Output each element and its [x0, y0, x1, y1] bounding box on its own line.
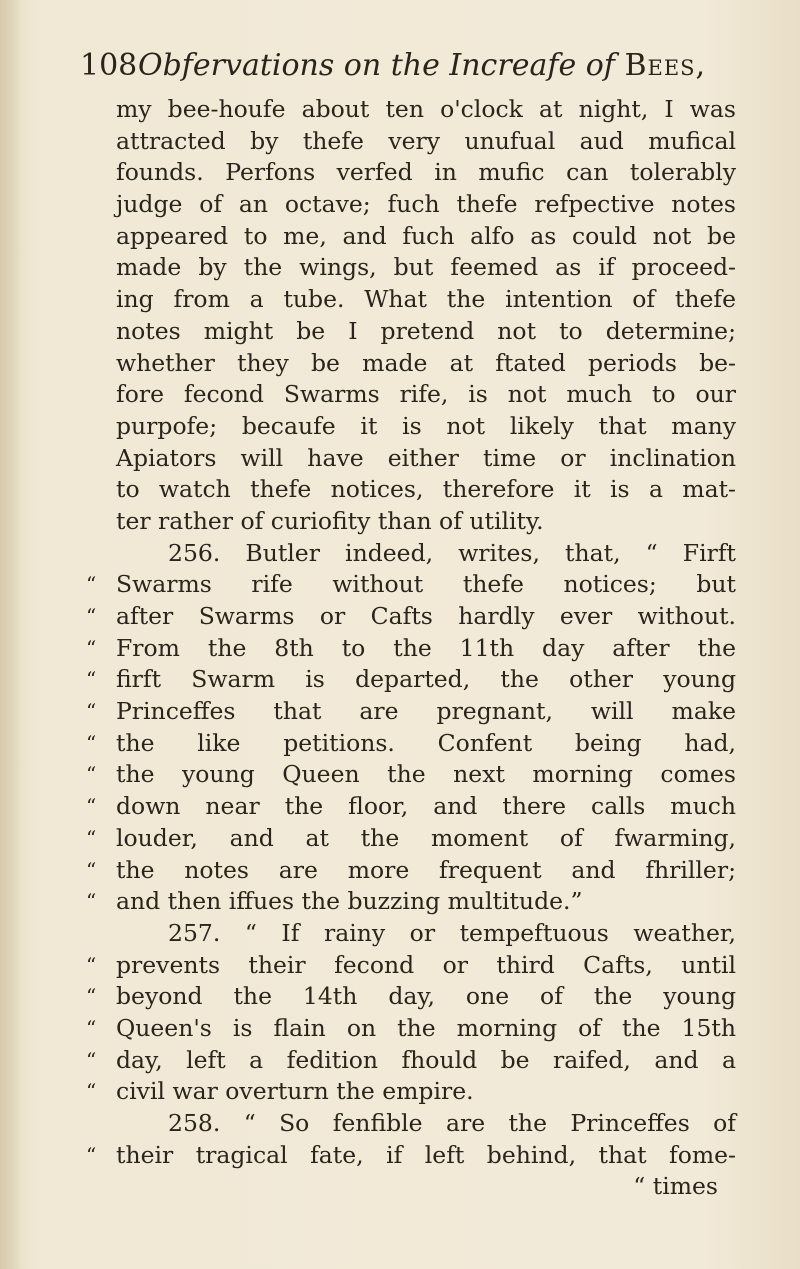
line-text: beyond the 14th day, one of the young	[116, 982, 736, 1011]
line-text: purpofe; becaufe it is not likely that many	[116, 411, 736, 440]
line-text: firft Swarm is departed, the other young	[116, 665, 736, 694]
text-line	[86, 855, 736, 887]
text-line	[86, 126, 736, 158]
quote-mark: “	[86, 825, 97, 850]
text-line	[86, 791, 736, 823]
text-line	[86, 886, 736, 918]
line-text: 258. “ So fenfible are the Princeffes of	[168, 1109, 736, 1137]
page-body-text	[86, 94, 736, 1203]
quote-mark	[86, 284, 116, 316]
text-line	[86, 284, 736, 316]
line-text: 257. “ If rainy or tempeftuous weather,	[168, 918, 736, 947]
line-text: Apiators will have either time or inclination	[116, 443, 736, 472]
text-line	[86, 94, 736, 126]
quote-mark	[86, 443, 116, 475]
quote-mark: “	[86, 1047, 97, 1072]
catchword-line	[86, 1171, 736, 1203]
quote-mark	[86, 189, 116, 221]
quote-mark	[86, 1108, 116, 1140]
text-line	[86, 1045, 736, 1077]
text-line	[86, 823, 736, 855]
text-line	[86, 316, 736, 348]
quote-mark: “	[86, 889, 97, 914]
line-text: notes might be I pretend not to determine;	[116, 316, 736, 345]
page-header	[80, 42, 740, 86]
quote-mark	[86, 94, 116, 126]
page-binding-shadow	[0, 0, 22, 1269]
line-text: down near the floor, and there calls much	[116, 792, 736, 821]
line-text: attracted by thefe very unufual aud mufical	[116, 126, 736, 155]
line-text: fore fecond Swarms rife, is not much to our	[116, 380, 736, 409]
quote-mark: “	[86, 794, 97, 819]
line-text: my bee-houfe about ten o'clock at night, I was	[116, 95, 736, 123]
line-text: the like petitions. Confent being had,	[116, 728, 736, 757]
text-line	[86, 189, 736, 221]
line-text: appeared to me, and fuch alfo as could not be	[116, 221, 736, 250]
text-line	[86, 569, 736, 601]
line-text: the notes are more frequent and fhriller;	[116, 855, 736, 884]
line-text: after Swarms or Cafts hardly ever without.	[116, 602, 736, 630]
text-line	[86, 1076, 736, 1108]
text-line	[86, 348, 736, 380]
quote-mark: “	[86, 952, 97, 977]
quote-mark: “	[86, 635, 97, 660]
text-line	[86, 252, 736, 284]
line-text: ter rather of curiofity than of utility.	[116, 506, 544, 535]
text-line	[86, 411, 736, 443]
running-head	[138, 48, 706, 83]
line-text: louder, and at the moment of fwarming,	[116, 823, 736, 852]
quote-mark	[86, 506, 116, 538]
quote-mark	[86, 411, 116, 443]
line-text: judge of an octave; fuch thefe refpective notes	[116, 190, 736, 219]
text-line	[86, 1013, 736, 1045]
line-text: founds. Perfons verfed in mufic can tolerably	[116, 158, 736, 187]
page-number: 108	[80, 48, 138, 83]
running-head-title: Obfervations on the Increafe of	[138, 48, 615, 83]
quote-mark: “	[86, 730, 97, 755]
quote-mark: “	[86, 762, 97, 787]
quote-mark	[86, 126, 116, 158]
quote-mark	[86, 221, 116, 253]
quote-mark: “	[86, 984, 97, 1009]
quote-mark	[86, 474, 116, 506]
quote-mark	[86, 918, 116, 950]
text-line	[86, 1140, 736, 1172]
line-text: whether they be made at ftated periods be-	[116, 348, 736, 377]
text-line	[86, 157, 736, 189]
text-line	[86, 221, 736, 253]
line-text: to watch thefe notices, therefore it is a mat-	[116, 475, 736, 504]
text-line	[86, 474, 736, 506]
running-head-subject: Bees,	[624, 48, 707, 83]
quote-mark: “	[86, 604, 97, 628]
line-text: 256. Butler indeed, writes, that, “ Firft	[168, 538, 736, 567]
quote-mark	[86, 252, 116, 284]
line-text: the young Queen the next morning comes	[116, 760, 736, 789]
line-text: and then iffues the buzzing multitude.”	[116, 887, 583, 916]
quote-mark: “	[86, 699, 97, 724]
quote-mark	[86, 379, 116, 411]
text-line	[86, 696, 736, 728]
line-text: day, left a fedition fhould be raifed, and a	[116, 1045, 736, 1074]
text-line	[86, 633, 736, 665]
text-line	[86, 1108, 736, 1140]
line-text: Princeffes that are pregnant, will make	[116, 697, 736, 726]
line-text: ing from a tube. What the intention of thefe	[116, 285, 736, 314]
quote-mark: “	[86, 1142, 97, 1167]
line-text: civil war overturn the empire.	[116, 1077, 474, 1106]
quote-mark	[86, 538, 116, 570]
quote-mark	[86, 348, 116, 380]
quote-mark	[86, 157, 116, 189]
quote-mark: “	[86, 857, 97, 882]
text-line	[86, 538, 736, 570]
text-line	[86, 379, 736, 411]
line-text: Queen's is flain on the morning of the 15th	[116, 1013, 736, 1042]
text-line	[86, 981, 736, 1013]
line-text: made by the wings, but feemed as if proceed-	[116, 253, 736, 282]
quote-mark: “	[86, 572, 97, 597]
text-line	[86, 601, 736, 633]
text-line	[86, 918, 736, 950]
quote-mark: “	[86, 1079, 97, 1104]
quote-mark: “	[86, 1015, 97, 1040]
text-line	[86, 664, 736, 696]
text-line	[86, 728, 736, 760]
text-line	[86, 506, 736, 538]
quote-mark	[86, 316, 116, 348]
line-text: Swarms rife without thefe notices; but	[116, 570, 736, 599]
line-text: From the 8th to the 11th day after the	[116, 633, 736, 662]
line-text: their tragical fate, if left behind, that fome-	[116, 1140, 736, 1169]
text-line	[86, 759, 736, 791]
quote-mark: “	[86, 667, 97, 692]
text-line	[86, 950, 736, 982]
catchword: “ times	[633, 1172, 718, 1201]
text-line	[86, 443, 736, 475]
line-text: prevents their fecond or third Cafts, until	[116, 950, 736, 979]
